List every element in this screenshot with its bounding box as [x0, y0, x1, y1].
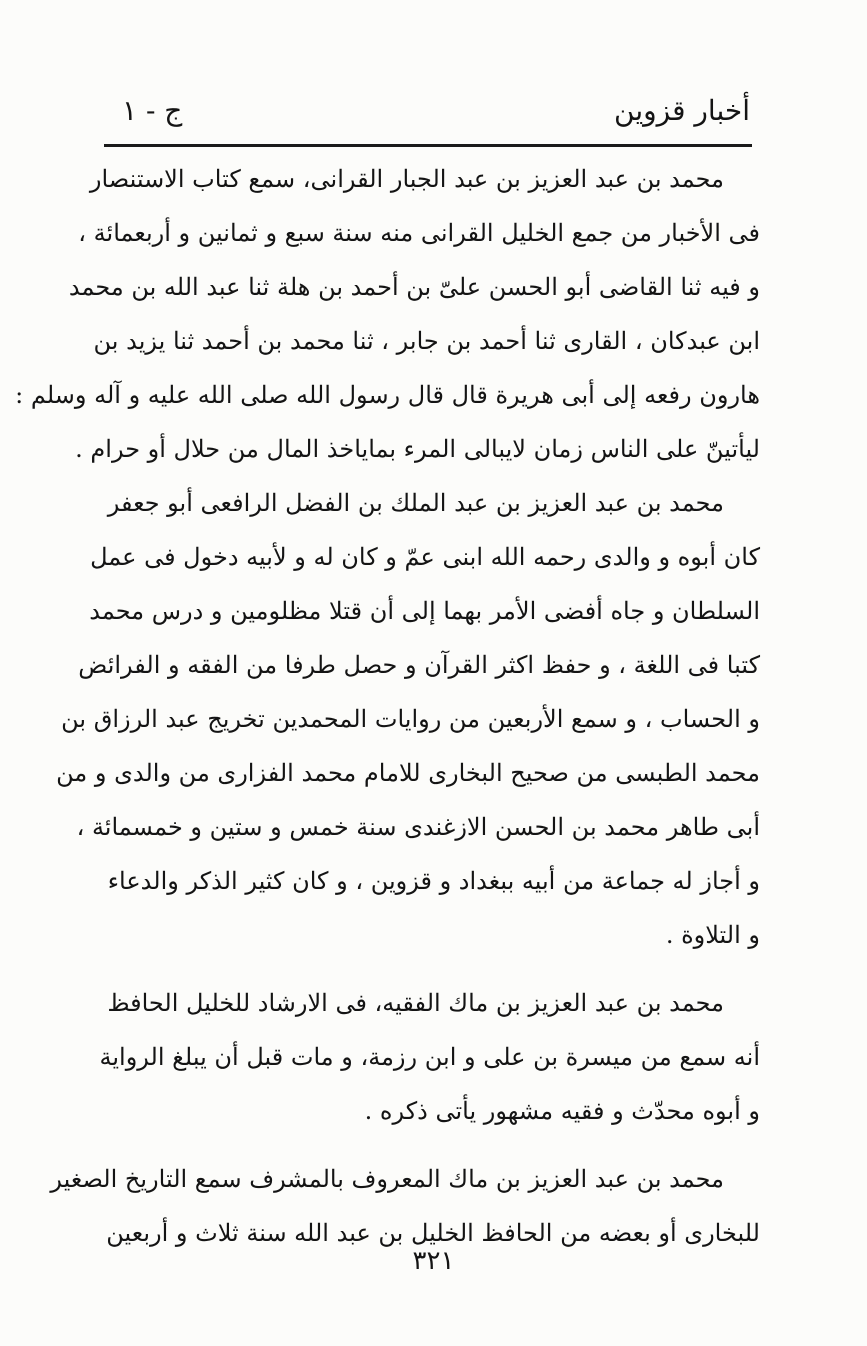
- text-line: أنه سمع من ميسرة بن على و ابن رزمة، و مات قبل أن يبلغ الرواية: [99, 1043, 760, 1071]
- text-line: محمد بن عبد العزيز بن ماك الفقيه، فى الارشاد للخليل الحافظ: [107, 989, 724, 1017]
- header-rule: [104, 144, 752, 147]
- text-line: محمد الطبسى من صحيح البخارى للامام محمد الفزارى من والدى و من: [56, 759, 760, 787]
- text-line: و فيه ثنا القاضى أبو الحسن علىّ بن أحمد بن هلة ثنا عبد الله بن محمد: [68, 273, 760, 301]
- text-line: و أبوه محدّث و فقيه مشهور يأتى ذكره .: [364, 1097, 760, 1125]
- volume-number: ج - ١: [122, 94, 183, 127]
- text-line: ابن عبدكان ، القارى ثنا أحمد بن جابر ، ثنا محمد بن أحمد ثنا يزيد بن: [93, 327, 760, 355]
- text-line: أبى طاهر محمد بن الحسن الازغندى سنة خمس و ستين و خمسمائة ،: [76, 813, 760, 841]
- text-line: محمد بن عبد العزيز بن عبد الملك بن الفضل الرافعى أبو جعفر: [107, 489, 724, 517]
- paragraph-gap: [120, 1138, 760, 1152]
- text-line: هارون رفعه إلى أبى هريرة قال قال رسول الله صلى الله عليه و آله وسلم :: [15, 381, 760, 409]
- text-line: كتبا فى اللغة ، و حفظ اكثر القرآن و حصل طرفا من الفقه و الفرائض: [78, 651, 760, 679]
- running-header: [100, 88, 750, 140]
- page-number: ٣٢١: [412, 1246, 455, 1276]
- text-line: و التلاوة .: [665, 921, 760, 949]
- text-line: محمد بن عبد العزيز بن ماك المعروف بالمشرف سمع التاريخ الصغير: [50, 1165, 724, 1193]
- text-line: للبخارى أو بعضه من الحافظ الخليل بن عبد الله سنة ثلاث و أربعين: [106, 1219, 760, 1247]
- text-line: و الحساب ، و سمع الأربعين من روايات المحمدين تخريج عبد الرزاق بن: [61, 705, 760, 733]
- body-text: [15, 152, 760, 1260]
- running-title: أخبار قزوين: [614, 94, 750, 127]
- text-line: ليأتينّ على الناس زمان لايبالى المرء بماياخذ المال من حلال أو حرام .: [75, 435, 760, 463]
- text-line: السلطان و جاه أفضى الأمر بهما إلى أن قتلا مظلومين و درس محمد: [89, 597, 760, 625]
- text-line: فى الأخبار من جمع الخليل القرانى منه سنة سبع و ثمانين و أربعمائة ،: [78, 219, 760, 247]
- text-line: و أجاز له جماعة من أبيه ببغداد و قزوين ، و كان كثير الذكر والدعاء: [107, 867, 760, 895]
- text-line: كان أبوه و والدى رحمه الله ابنى عمّ و كان له و لأبيه دخول فى عمل: [90, 543, 760, 571]
- paragraph-gap: [120, 962, 760, 976]
- text-line: محمد بن عبد العزيز بن عبد الجبار القرانى، سمع كتاب الاستنصار: [89, 165, 724, 193]
